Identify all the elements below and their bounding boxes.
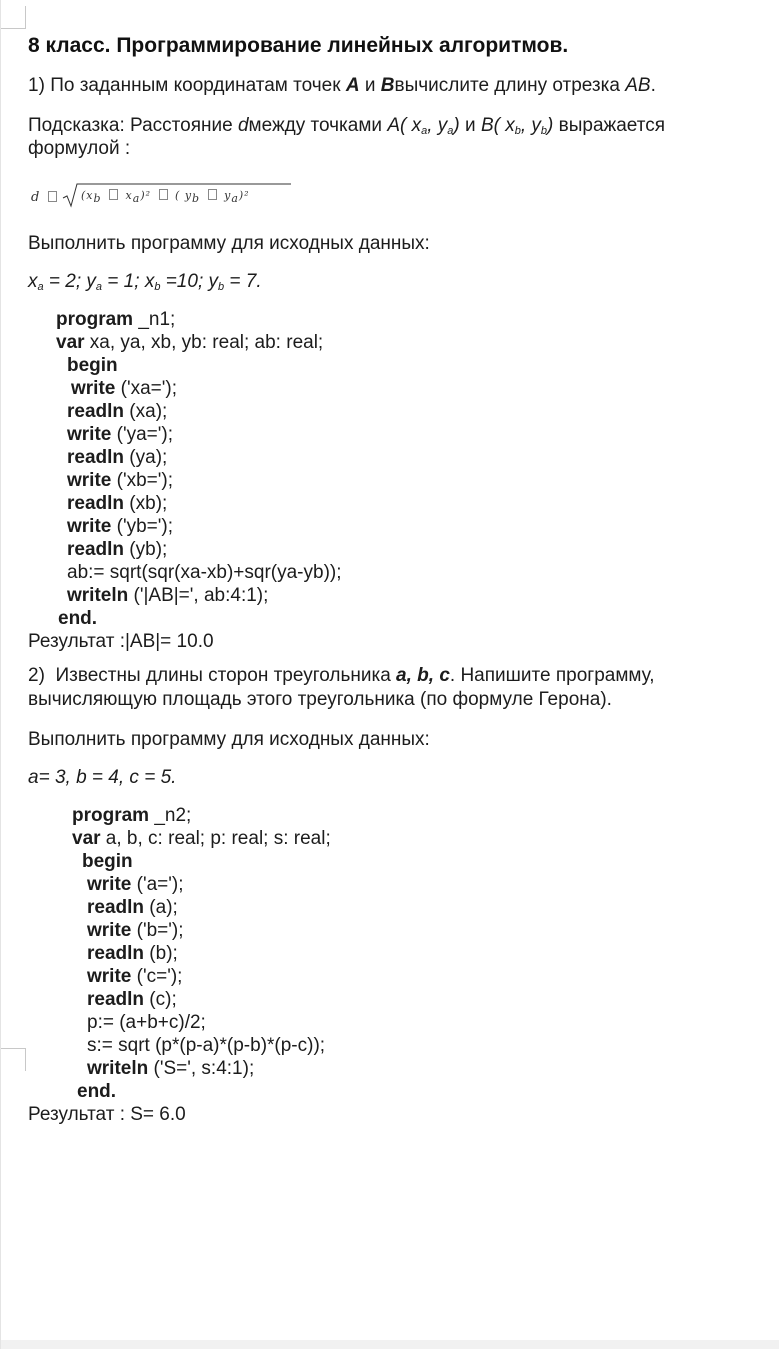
code-line: writeln ('|AB|=', ab:4:1); bbox=[67, 585, 269, 606]
missing-glyph-icon bbox=[159, 189, 168, 200]
crop-mark-top bbox=[1, 6, 26, 29]
task2-result: Результат : S= 6.0 bbox=[28, 1104, 186, 1125]
task2-input-data: a= 3, b = 4, c = 5. bbox=[28, 767, 177, 788]
code-line: readln (xa); bbox=[67, 401, 168, 422]
code-line: write ('ya='); bbox=[67, 424, 173, 445]
code-line: write ('xa='); bbox=[71, 378, 177, 399]
code-line: begin bbox=[82, 851, 133, 872]
task2-run-label: Выполнить программу для исходных данных: bbox=[28, 729, 430, 750]
code-line: readln (xb); bbox=[67, 493, 168, 514]
code-line: write ('c='); bbox=[87, 966, 183, 987]
missing-glyph-icon bbox=[48, 191, 57, 202]
code-line: readln (b); bbox=[87, 943, 178, 964]
task1-input-data: $x_a = 2$; $y_a = 1$; $x_b =10$; $y_b = 7$. bbox=[28, 271, 262, 293]
task2-code-block bbox=[72, 804, 331, 1103]
task2-statement: 2) Известны длины сторон треугольника a, b, c. Напишите программу, bbox=[28, 665, 655, 686]
code-line: write ('b='); bbox=[87, 920, 184, 941]
code-line: end. bbox=[58, 608, 98, 629]
code-line: write ('xb='); bbox=[67, 470, 173, 491]
task1-result: Результат :|AB|= 10.0 bbox=[28, 631, 214, 652]
missing-glyph-icon bbox=[109, 189, 118, 200]
task1-statement: 1) По заданным координатам точек A и Bвычислите длину отрезка AB. bbox=[28, 75, 656, 96]
formula-radicand: ($x_b$ $x_a)^2$ ( $y_b$ $y_a)^2$ bbox=[81, 189, 250, 205]
code-line: write ('yb='); bbox=[67, 516, 173, 537]
page-bottom-edge bbox=[1, 1340, 779, 1349]
task1-hint: Подсказка: Расстояние dмежду точками A( $x_a$, $y_a$) и B( $x_b$, $y_b$) выражается bbox=[28, 115, 666, 137]
code-line: p:= (a+b+c)/2; bbox=[87, 1012, 206, 1033]
crop-mark-bottom bbox=[1, 1048, 26, 1071]
task1-run-label: Выполнить программу для исходных данных: bbox=[28, 233, 430, 254]
code-line: program _n2; bbox=[72, 805, 192, 826]
code-line: begin bbox=[67, 355, 118, 376]
code-line: readln (ya); bbox=[67, 447, 168, 468]
code-line: readln (c); bbox=[87, 989, 177, 1010]
task2-statement-line2: вычисляющую площадь этого треугольника (по формуле Герона). bbox=[28, 689, 612, 710]
code-line: ab:= sqrt(sqr(xa-xb)+sqr(ya-yb)); bbox=[67, 562, 342, 583]
task1-code-block bbox=[56, 308, 342, 630]
distance-formula: d ($x_b$ $x_a)^2$ ( $y_b$ $y_a)^2$ bbox=[31, 182, 271, 210]
code-line: readln (a); bbox=[87, 897, 178, 918]
missing-glyph-icon bbox=[208, 189, 217, 200]
code-line: var a, b, c: real; p: real; s: real; bbox=[72, 828, 331, 849]
code-line: s:= sqrt (p*(p-a)*(p-b)*(p-c)); bbox=[87, 1035, 326, 1056]
code-line: readln (yb); bbox=[67, 539, 168, 560]
page-title: 8 класс. Программирование линейных алгоритмов. bbox=[28, 34, 569, 57]
code-line: write ('a='); bbox=[87, 874, 184, 895]
code-line: writeln ('S=', s:4:1); bbox=[87, 1058, 255, 1079]
code-line: end. bbox=[77, 1081, 117, 1102]
code-line: var xa, ya, xb, yb: real; ab: real; bbox=[56, 332, 324, 353]
task1-hint-line2: формулой : bbox=[28, 138, 131, 159]
code-line: program _n1; bbox=[56, 309, 176, 330]
